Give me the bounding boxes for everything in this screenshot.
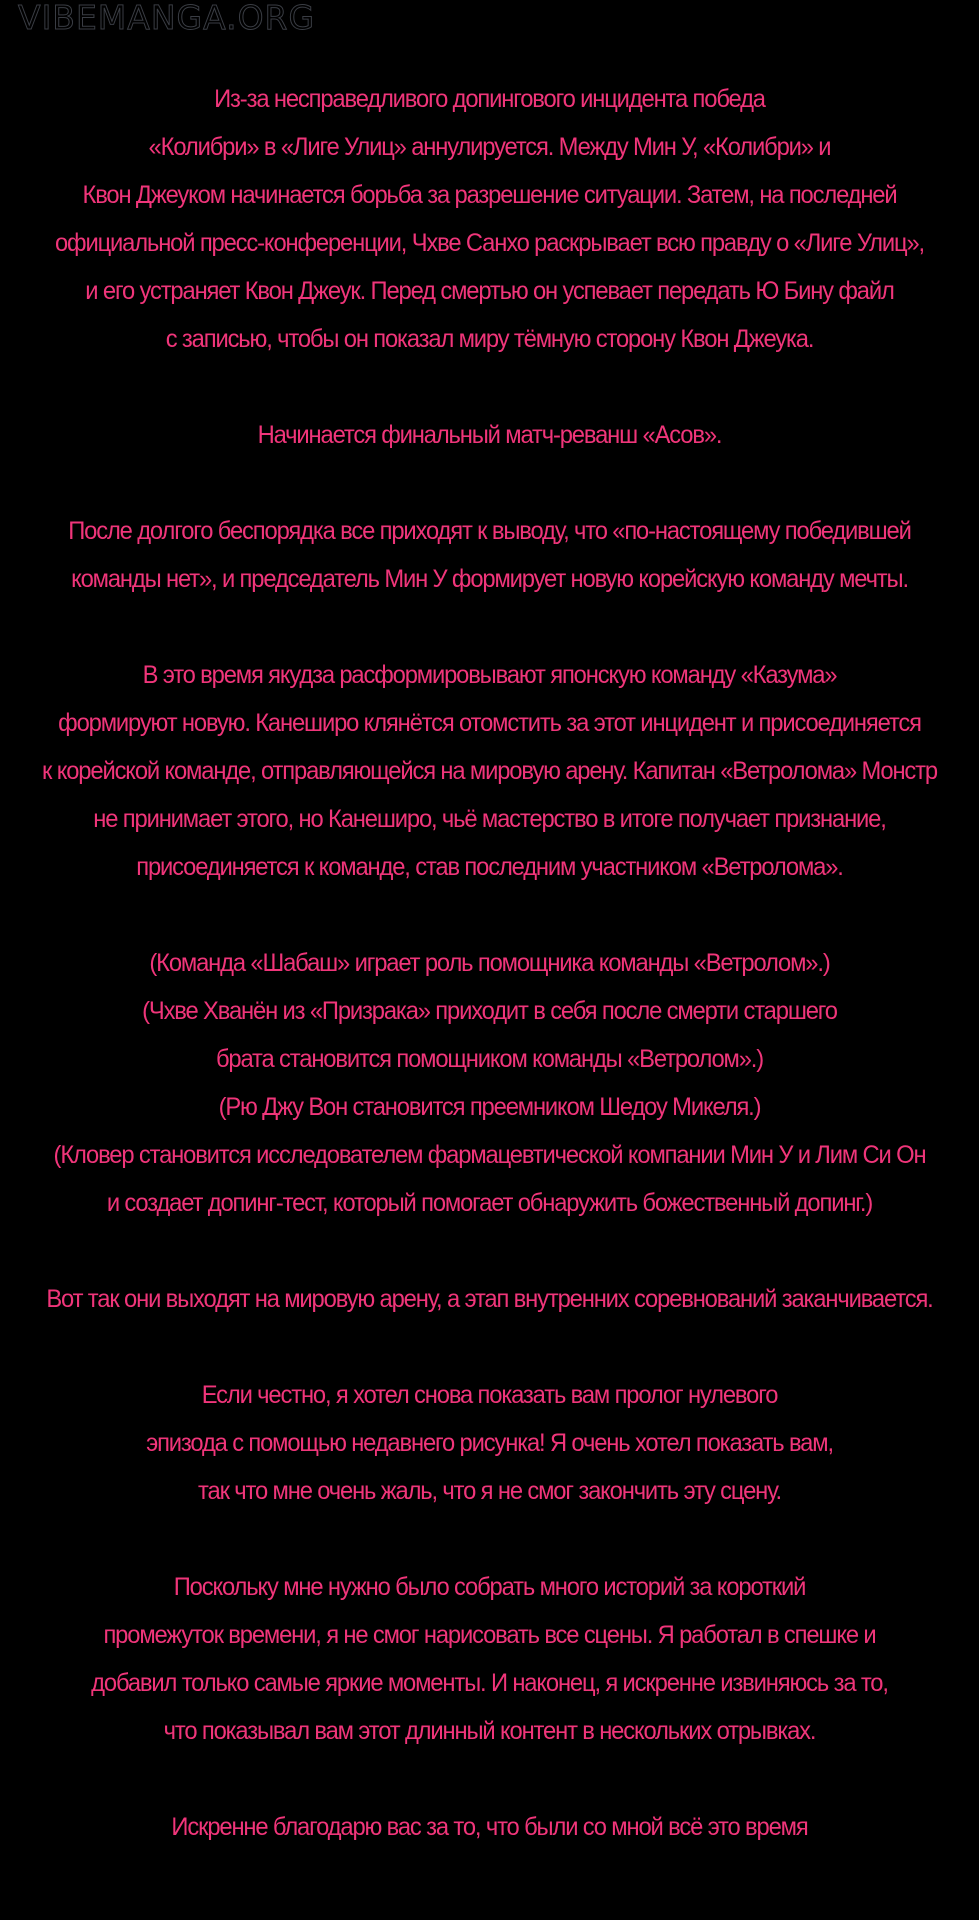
text-line: не принимает этого, но Канеширо, чьё мастерство в итоге получает признание, [93,805,886,833]
text-line: и его устраняет Квон Джеук. Перед смертью он успевает передать Ю Бину файл [85,277,894,305]
paragraph-gap [24,1323,954,1371]
text-line: Искренне благодарю вас за то, что были со мной всё это время [171,1813,808,1841]
text-line: Поскольку мне нужно было собрать много историй за короткий [173,1573,806,1601]
text-line: (Рю Джу Вон становится преемником Шедоу Микеля.) [218,1093,761,1121]
text-line: присоединяется к команде, став последним участником «Ветролома». [136,853,843,881]
text-line: Вот так они выходят на мировую арену, а этап внутренних соревнований заканчивается. [46,1285,933,1313]
text-line: (Команда «Шабаш» играет роль помощника команды «Ветролом».) [149,949,830,977]
paragraph-gap [24,459,954,507]
text-line: В это время якудза расформировывают японскую команду «Казума» [142,661,837,689]
text-line: промежуток времени, я не смог нарисовать все сцены. Я работал в спешке и [103,1621,876,1649]
paragraph-gap [24,363,954,411]
text-line: так что мне очень жаль, что я не смог закончить эту сцену. [198,1477,781,1505]
paragraph-gap [24,891,954,939]
text-line: (Кловер становится исследователем фармацевтической компании Мин У и Лим Си Он [53,1141,926,1169]
paragraph-gap [24,1515,954,1563]
text-line: «Колибри» в «Лиге Улиц» аннулируется. Между Мин У, «Колибри» и [148,133,831,161]
text-content [24,75,954,1851]
text-line: официальной пресс-конференции, Чхве Санхо раскрывает всю правду о «Лиге Улиц», [54,229,925,257]
paragraph-gap [24,603,954,651]
paragraph-gap [24,1227,954,1275]
text-line: с записью, чтобы он показал миру тёмную сторону Квон Джеука. [165,325,814,353]
text-line: команды нет», и председатель Мин У формирует новую корейскую команду мечты. [71,565,908,593]
text-line: брата становится помощником команды «Ветролом».) [215,1045,764,1073]
text-line: Если честно, я хотел снова показать вам пролог нулевого [201,1381,778,1409]
text-line: Начинается финальный матч-реванш «Асов». [257,421,722,449]
watermark-text: VIBEMANGA.ORG [18,0,316,37]
text-line: эпизода с помощью недавнего рисунка! Я очень хотел показать вам, [146,1429,833,1457]
text-line: Из-за несправедливого допингового инцидента победа [214,85,765,113]
text-line: что показывал вам этот длинный контент в нескольких отрывках. [163,1717,816,1745]
text-line: (Чхве Хванён из «Призрака» приходит в себя после смерти старшего [142,997,837,1025]
paragraph-gap [24,1755,954,1803]
text-line: добавил только самые яркие моменты. И наконец, я искренне извиняюсь за то, [91,1669,888,1697]
text-line: Квон Джеуком начинается борьба за разрешение ситуации. Затем, на последней [82,181,897,209]
text-line: После долгого беспорядка все приходят к выводу, что «по-настоящему победившей [68,517,911,545]
text-line: к корейской команде, отправляющейся на мировую арену. Капитан «Ветролома» Монстр [42,757,937,785]
text-line: формируют новую. Канеширо клянётся отомстить за этот инцидент и присоединяется [58,709,921,737]
text-line: и создает допинг-тест, который помогает обнаружить божественный допинг.) [106,1189,873,1217]
